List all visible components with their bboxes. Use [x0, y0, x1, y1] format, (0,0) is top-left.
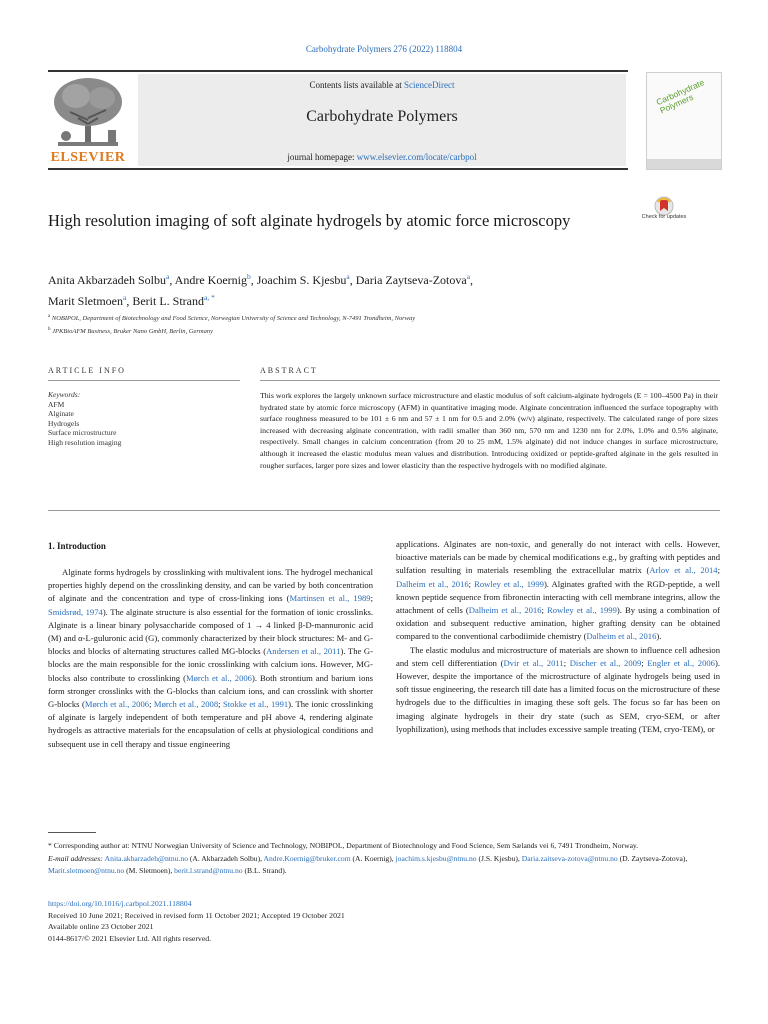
author-name: Joachim S. Kjesbu — [256, 273, 347, 287]
header-bottom-rule — [48, 168, 628, 170]
intro-paragraph-1-continued — [396, 538, 720, 644]
body-text: ). — [656, 631, 662, 642]
abstract-rule — [260, 380, 720, 381]
homepage-prefix: journal homepage: — [287, 152, 357, 162]
keywords-label: Keywords: — [48, 390, 81, 399]
keyword: Surface microstructure — [48, 428, 117, 437]
citation-link[interactable]: Mørch et al., 2006 — [84, 699, 150, 710]
publication-info — [48, 898, 548, 944]
citation-link[interactable]: Smidsrød, 1974 — [48, 606, 103, 617]
footnote-rule — [48, 832, 96, 833]
email-owner: (M. Sletmoen), — [124, 866, 175, 876]
citation-link[interactable]: Mørch et al., 2006 — [185, 672, 252, 683]
received-dates: Received 10 June 2021; Received in revised form 11 October 2021; Accepted 19 October 2021 — [48, 910, 345, 920]
introduction-heading: 1. Introduction — [48, 541, 106, 551]
section-divider — [48, 510, 720, 511]
author-name: Marit Sletmoen — [48, 294, 123, 308]
citation-link[interactable]: Dalheim et al., 2016 — [586, 631, 657, 642]
keywords-list — [48, 400, 238, 448]
body-text: ). The alginate structure is also essential for the formation of ionic crosslinks. Alginate is a linear binary polysaccharide composed of 1 → 4 linked β-D-mannuronic acid (M) and α-L-guluronic acid (G), commonly characterized by their block structures: M- and G-blocks and blocks of alternating structures called MG-blocks ( — [48, 606, 373, 657]
running-citation[interactable]: Carbohydrate Polymers 276 (2022) 118804 — [305, 44, 463, 54]
author-list: Anita Akbarzadeh Solbu$^a$, Andre Koernig$^b$, Joachim S. Kjesbu$^a$, Daria Zaytseva-Zotova$^a$, Marit Sletmoen$^a$, Berit L. Strand$^{a, *}$ — [48, 272, 474, 308]
author-affiliation-marker[interactable]: a — [165, 272, 170, 281]
available-online: Available online 23 October 2021 — [48, 922, 154, 931]
keyword: Hydrogels — [48, 418, 80, 428]
email-link[interactable]: Marit.sletmoen@ntnu.no — [48, 866, 125, 876]
contents-prefix: Contents lists available at — [309, 80, 404, 90]
citation-link[interactable]: Arlov et al., 2014 — [649, 565, 718, 576]
intro-paragraph-2 — [396, 644, 720, 736]
homepage-link[interactable]: www.elsevier.com/locate/carbpol — [356, 152, 477, 162]
author-name: Berit L. Strand — [132, 294, 204, 308]
body-text: ; — [468, 578, 475, 589]
body-text: applications. Alginates are non-toxic, and generally do not interact with cells. However, bioactive materials can be made by chemical modifications e.g., by grafting with peptides and sulfation resulting in materials resembling the extracellular matrix ( — [396, 539, 720, 576]
elsevier-wordmark: ELSEVIER — [50, 150, 126, 165]
body-text: ). Alginates grafted with the RGD-peptide, a well known peptide sequence from fibronectin interacting with cell membrane integrins, allow the attachment of cells ( — [396, 578, 720, 616]
article-title: High resolution imaging of soft alginate hydrogels by atomic force microscopy — [48, 211, 571, 230]
affiliation — [48, 324, 708, 337]
citation-link[interactable]: Martinsen et al., 1989 — [289, 593, 371, 604]
keyword: Alginate — [48, 409, 74, 418]
body-text: ; — [563, 657, 570, 668]
affiliation-marker: b — [48, 327, 51, 333]
footnotes — [48, 840, 720, 878]
email-owner: (D. Zaytseva-Zotova), — [617, 853, 688, 863]
author-name: Daria Zaytseva-Zotova — [355, 273, 467, 287]
email-link[interactable]: Daria.zaitseva-zotova@ntnu.no — [521, 853, 618, 863]
homepage-line — [138, 152, 626, 162]
sciencedirect-link[interactable]: ScienceDirect — [404, 80, 455, 90]
journal-name: Carbohydrate Polymers — [306, 108, 458, 125]
header-top-rule — [48, 70, 628, 72]
citation-link[interactable]: Rowley et al., 1999 — [547, 605, 617, 616]
body-text: ). By using a combination of oxidation and subsequent reductive amination, higher grafting density can be obtained compared to the conventional carbodiimide chemistry ( — [396, 605, 720, 642]
email-link[interactable]: berit.l.strand@ntnu.no — [174, 866, 243, 876]
email-link[interactable]: Anita.akbarzadeh@ntnu.no — [104, 853, 188, 863]
cover-title: Carbohydrate Polymers — [654, 77, 706, 116]
body-text: ; — [541, 605, 547, 616]
citation-link[interactable]: Mørch et al., 2008 — [153, 699, 219, 710]
corresponding-author-note: * Corresponding author at: NTNU Norwegian University of Science and Technology, NOBIPOL, Department of Biotechnology and Food Science, Sem Sælands vei 6, 7491 Trondheim, Norway. — [48, 841, 639, 850]
email-owner: (B.L. Strand). — [242, 866, 287, 876]
affiliation-marker: a — [48, 314, 51, 319]
check-for-updates-label[interactable]: Check for updates — [641, 214, 687, 220]
affiliation-text: NOBIPOL, Department of Biotechnology and Food Science, Norwegian University of Science and Technology, N-7491 Trondheim, Norway — [50, 315, 416, 323]
citation-link[interactable]: Andersen et al., 2011 — [266, 646, 341, 657]
affiliation — [48, 311, 708, 324]
email-owner: (J.S. Kjesbu), — [476, 853, 522, 863]
email-owner: (A. Koernig), — [350, 853, 396, 863]
citation-link[interactable]: Rowley et al., 1999 — [474, 578, 544, 589]
citation-link[interactable]: Engler et al., 2006 — [647, 657, 715, 668]
body-text: ). The ionic crosslinking of alginate is largely independent of both temperature and pH above 4, rendering alginate hydrogels as attractive materials for the encapsulation of cells at physiological conditions and subsequent use in cell therapy and tissue engineering — [48, 699, 373, 749]
email-label: E-mail addresses: — [48, 853, 105, 863]
abstract-text: This work explores the largely unknown surface microstructure and elastic modulus of soft calcium-alginate hydrogels (E = 100–4500 Pa) in their hydrated state by atomic force microscopy (AFM) in quantitative imaging mode. Alginate concentration influenced the surface topography with surface roughness measured to be 101 ± 6 nm and 57 ± 1 nm for 0.5 and 2.0% (w/v) alginate, respectively. The calculated range of pore sizes increased with decreasing alginate concentration, with radii smaller than 360 nm, 570 nm and 1230 nm for 2.0%, 1.0% and 0.5% alginate, respectively. Small changes in calcium concentration (from 20 to 25 mM, 1.5% alginate) did not induce changes in surface microstructure, although it increased the elastic modulus mean values and distribution. Introducing oxidized or peptide-grafted alginate in the gels resulted in rougher surfaces, larger pore sizes and lower elasticity than the respective hydrogels with no modified alginate. — [260, 391, 718, 470]
keywords-block — [48, 390, 238, 447]
body-text: ; — [149, 699, 154, 710]
body-text: ; — [370, 593, 373, 604]
affiliation-text: JPKBioAFM Business, Bruker Nano GmbH, Berlin, Germany — [50, 328, 213, 336]
abstract-heading: ABSTRACT — [260, 366, 318, 375]
author-name: Anita Akbarzadeh Solbu — [48, 273, 166, 287]
right-column — [396, 538, 720, 736]
body-text: The elastic modulus and microstructure of materials are shown to influence cell adhesion and stem cell differentiation ( — [396, 644, 720, 668]
body-text: ). The G-blocks are the main responsible for the ionic crosslinking with calcium ions. However, MG-blocks also contribute to crosslinking ( — [48, 646, 373, 683]
intro-paragraph-1 — [48, 566, 373, 751]
citation-link[interactable]: Dalheim et al., 2016 — [468, 605, 542, 616]
cover-footer-bar — [647, 159, 721, 169]
email-addresses — [48, 853, 720, 878]
citation-link[interactable]: Dvir et al., 2011 — [503, 657, 564, 668]
body-text: ; — [641, 657, 648, 668]
article-info-rule — [48, 380, 240, 381]
body-text: Alginate forms hydrogels by crosslinking with multivalent ions. The hydrogel mechanical properties highly depend on the crosslinking density, and can be varied by both concentration of alginate and the concentration and type of cross-linking ions ( — [48, 567, 373, 604]
doi-link[interactable]: https://doi.org/10.1016/j.carbpol.2021.118804 — [48, 899, 192, 908]
citation-link[interactable]: Dalheim et al., 2016 — [396, 578, 469, 589]
keyword: AFM — [48, 399, 65, 409]
author-name: Andre Koernig — [174, 273, 247, 287]
email-link[interactable]: Andre.Koernig@bruker.com — [263, 853, 351, 863]
affiliations — [48, 311, 708, 337]
contents-line — [138, 80, 626, 90]
email-link[interactable]: joachim.s.kjesbu@ntnu.no — [395, 853, 477, 863]
body-text: ; — [717, 565, 720, 576]
author-affiliation-marker[interactable]: a — [346, 272, 350, 281]
citation-link[interactable]: Discher et al., 2009 — [569, 657, 642, 668]
author-affiliation-marker[interactable]: a — [123, 293, 127, 302]
author-affiliation-marker[interactable]: b — [246, 272, 251, 281]
body-text: ). Both strontium and barium ions form stronger crosslinks with the G-blocks than calcium ions, and can crosslink with shorter G-blocks ( — [48, 672, 374, 710]
copyright: 0144-8617/© 2021 Elsevier Ltd. All rights reserved. — [48, 933, 212, 943]
body-text: ; — [218, 699, 223, 710]
author-affiliation-marker[interactable]: a — [466, 272, 471, 281]
journal-cover-thumbnail[interactable] — [646, 72, 722, 170]
body-text: ). However, despite the importance of the microstructure of alginate hydrogels being used in soft tissue engineering, the research till date has a limited focus on the microstructure of these hydrogels due to the difficulties in imaging these soft gels. The focus so far has been on imaging alginate hydrogels in their dry state (such as SEM, cryo-SEM, or after lyophilization), using methods that includes excessive sample treating (TEM, cryo-TEM), or — [396, 657, 720, 734]
article-info-heading: ARTICLE INFO — [48, 366, 126, 375]
left-column — [48, 566, 373, 751]
author-affiliation-marker[interactable]: a, * — [204, 293, 215, 302]
keyword: High resolution imaging — [48, 437, 122, 447]
email-owner: (A. Akbarzadeh Solbu), — [188, 853, 264, 863]
citation-link[interactable]: Stokke et al., 1991 — [223, 699, 289, 710]
